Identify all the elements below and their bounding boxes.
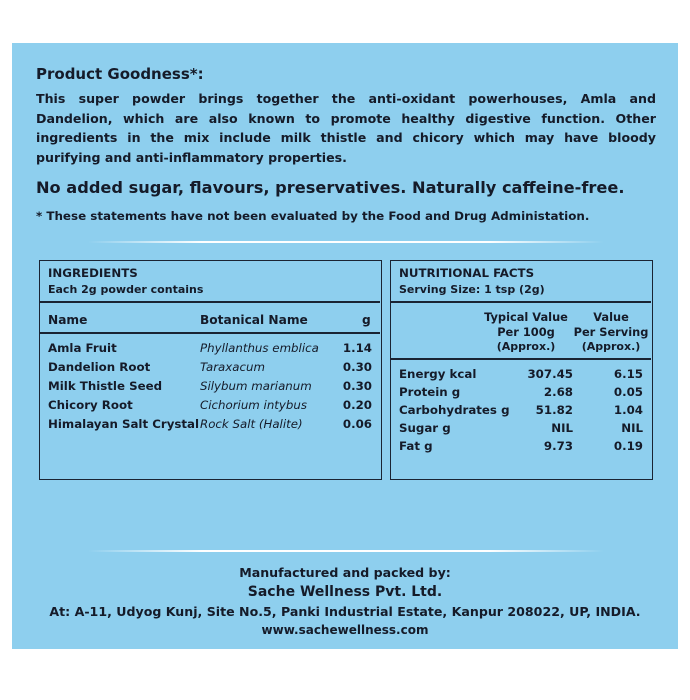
nutrient-per-serving: NIL	[621, 421, 643, 435]
nutrient-name: Sugar g	[399, 421, 451, 435]
ingredient-botanical: Phyllanthus emblica	[200, 341, 319, 355]
ingredient-grams: 0.30	[342, 379, 372, 393]
product-goodness-body: This super powder brings together the anti-oxidant powerhouses, Amla and Dandelion, which are also known to promote healthy digestive function. Other ingredients in the mix include milk thistle and chicory which may have bloody purifying and anti-inflammatory properties.	[36, 91, 656, 165]
ingredient-botanical: Rock Salt (Halite)	[200, 417, 303, 431]
nutrient-per100: 2.68	[543, 385, 573, 399]
nutrient-per-serving: 0.05	[613, 385, 643, 399]
nutrition-table	[390, 260, 653, 480]
serving-value-header: Value	[593, 310, 629, 324]
bottom-divider	[88, 550, 604, 552]
ingredient-botanical: Silybum marianum	[200, 379, 312, 393]
ingredients-table	[39, 260, 382, 480]
manufactured-by-label: Manufactured and packed by:	[239, 565, 451, 580]
nutrient-name: Energy kcal	[399, 367, 477, 381]
nutrient-per-serving: 0.19	[613, 439, 643, 453]
ingredient-grams: 0.30	[342, 360, 372, 374]
typical-value-per100: Per 100g	[497, 325, 555, 339]
nutrient-name: Protein g	[399, 385, 461, 399]
typical-value-approx: (Approx.)	[496, 340, 556, 353]
nutrient-per100: 51.82	[535, 403, 573, 417]
ingredients-header-botanical: Botanical Name	[200, 313, 308, 327]
nutrition-divider-1	[391, 301, 651, 303]
nutrition-divider-2	[391, 358, 651, 360]
nutrition-title: NUTRITIONAL FACTS	[399, 266, 535, 280]
ingredient-name: Himalayan Salt Crystal	[48, 417, 200, 431]
serving-value-per-serving: Per Serving	[573, 325, 649, 339]
ingredient-name: Milk Thistle Seed	[48, 379, 163, 393]
ingredients-header-unit: g	[362, 313, 371, 327]
ingredients-title: INGREDIENTS	[48, 266, 138, 280]
nutrient-per100: 9.73	[543, 439, 573, 453]
ingredients-divider-1	[40, 301, 380, 303]
ingredients-subtitle: Each 2g powder contains	[48, 283, 204, 296]
no-added-sugar-headline: No added sugar, flavours, preservatives. Naturally caffeine-free.	[36, 178, 625, 197]
serving-size: Serving Size: 1 tsp (2g)	[399, 283, 545, 296]
nutrient-name: Fat g	[399, 439, 433, 453]
ingredient-grams: 0.06	[342, 417, 372, 431]
typical-value-header: Typical Value	[484, 310, 568, 324]
ingredient-grams: 1.14	[342, 341, 372, 355]
nutrient-per-serving: 1.04	[613, 403, 643, 417]
product-goodness-heading: Product Goodness*:	[36, 65, 204, 83]
ingredients-divider-2	[40, 332, 380, 334]
company-address: At: A-11, Udyog Kunj, Site No.5, Panki Industrial Estate, Kanpur 208022, UP, INDIA.	[49, 604, 641, 619]
ingredient-botanical: Cichorium intybus	[200, 398, 308, 412]
company-website: www.sachewellness.com	[261, 623, 429, 637]
nutrient-per100: NIL	[551, 421, 573, 435]
ingredient-botanical: Taraxacum	[200, 360, 265, 374]
ingredient-name: Amla Fruit	[48, 341, 117, 355]
company-name: Sache Wellness Pvt. Ltd.	[247, 584, 443, 600]
serving-value-approx: (Approx.)	[581, 340, 641, 353]
ingredient-grams: 0.20	[342, 398, 372, 412]
ingredients-header-name: Name	[48, 313, 88, 327]
nutrient-name: Carbohydrates g	[399, 403, 510, 417]
ingredient-name: Chicory Root	[48, 398, 133, 412]
ingredient-name: Dandelion Root	[48, 360, 151, 374]
nutrient-per-serving: 6.15	[613, 367, 643, 381]
label-panel	[12, 43, 678, 649]
top-divider	[88, 241, 604, 243]
fda-footnote: * These statements have not been evaluated by the Food and Drug Administation.	[36, 209, 590, 223]
nutrient-per100: 307.45	[527, 367, 573, 381]
